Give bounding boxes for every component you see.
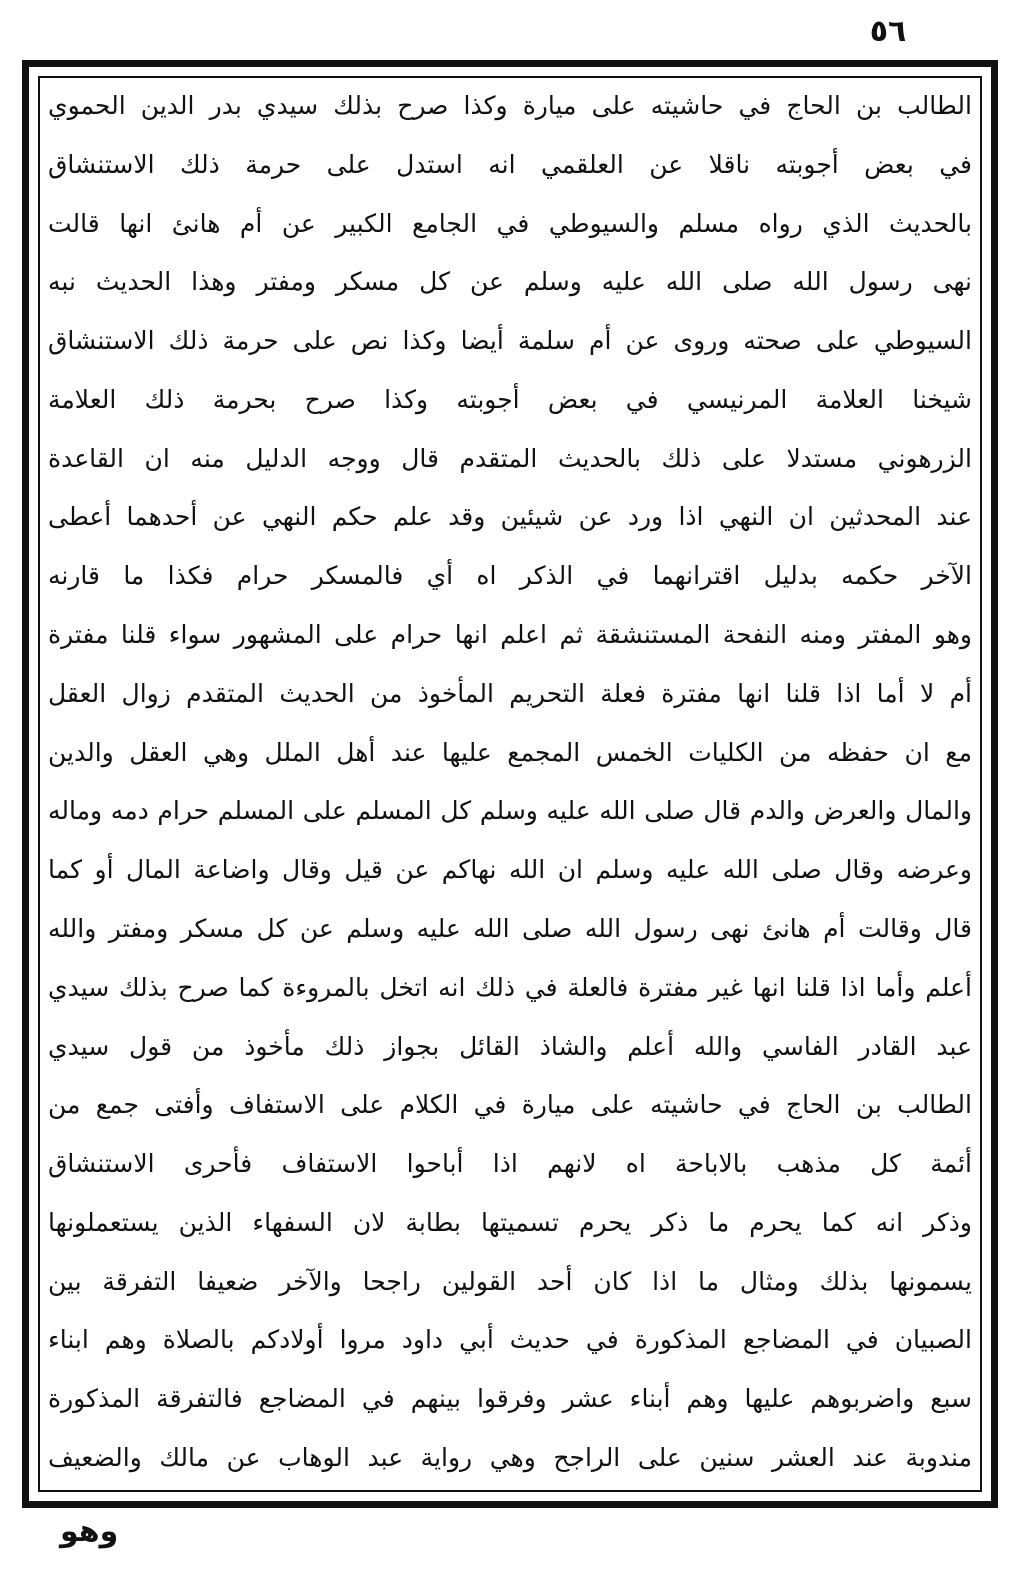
text-line-14: وعرضه وقال صلى الله عليه وسلم ان الله نهاكم عن قيل وقال واضاعة المال أو كما — [48, 855, 972, 885]
text-line-7: الزرهوني مستدلا على ذلك بالحديث المتقدم قال ووجه الدليل منه ان القاعدة — [48, 443, 972, 473]
text-line-10: وهو المفتر ومنه النفحة المستنشقة ثم اعلم انها حرام على المشهور سواء قلنا مفترة — [48, 620, 972, 650]
text-line-19: أئمة كل مذهب بالاباحة اه لانهم اذا أباحوا الاستفاف فأحرى الاستنشاق — [48, 1149, 972, 1179]
text-line-11: أم لا أما اذا قلنا انها مفترة فعلة التحريم المأخوذ من الحديث المتقدم زوال العقل — [48, 678, 972, 708]
text-line-16: أعلم وأما اذا قلنا انها غير مفترة فالعلة في ذلك انه اتخل بالمروءة كما صرح بذلك سيدي — [48, 972, 972, 1002]
text-line-1: الطالب بن الحاج في حاشيته على ميارة وكذا صرح بذلك سيدي بدر الدين الحموي — [48, 91, 972, 120]
text-line-24: مندوبة عند العشر سنين على الراجح وهي رواية عبد الوهاب عن مالك والضعيف — [48, 1442, 972, 1472]
page-number: ٥٦ — [869, 14, 907, 49]
text-line-8: عند المحدثين ان النهي اذا ورد عن شيئين وقد علم حكم النهي عن أحدهما أعطى — [48, 502, 972, 532]
catchword: وهو — [60, 1514, 119, 1549]
text-line-6: شيخنا العلامة المرنيسي في بعض أجوبته وكذا صرح بحرمة ذلك العلامة — [48, 384, 972, 414]
text-line-15: قال وقالت أم هانئ نهى رسول الله صلى الله عليه وسلم عن كل مسكر ومفتر والله — [48, 913, 972, 943]
text-line-18: الطالب بن الحاج في حاشيته على ميارة في الكلام على الاستفاف وأفتى جمع من — [48, 1090, 972, 1120]
text-line-4: نهى رسول الله صلى الله عليه وسلم عن كل مسكر ومفتر وهذا الحديث نبه — [48, 267, 972, 297]
text-line-9: الآخر حكمه بدليل اقترانهما في الذكر اه أي فالمسكر حرام فكذا ما قارنه — [48, 561, 972, 591]
text-line-2: في بعض أجوبته ناقلا عن العلقمي انه استدل على حرمة ذلك الاستنشاق — [48, 149, 972, 179]
text-line-17: عبد القادر الفاسي والله أعلم والشاذ القائل بجواز ذلك مأخوذ من قول سيدي — [48, 1031, 972, 1061]
text-line-21: يسمونها بذلك ومثال ما اذا كان أحد القولين راجحا والآخر ضعيفا التفرقة بين — [48, 1266, 972, 1296]
text-line-20: وذكر انه كما يحرم ما ذكر يحرم تسميتها بطابة لان السفهاء الذين يستعملونها — [48, 1207, 972, 1237]
text-line-5: السيوطي على صحته وروى عن أم سلمة أيضا وكذا نص على حرمة ذلك الاستنشاق — [48, 326, 972, 356]
text-line-12: مع ان حفظه من الكليات الخمس المجمع عليها عند أهل الملل وهي العقل والدين — [48, 737, 972, 767]
text-line-13: والمال والعرض والدم قال صلى الله عليه وسلم كل المسلم على المسلم حرام دمه وماله — [48, 796, 972, 826]
text-line-22: الصبيان في المضاجع المذكورة في حديث أبي داود مروا أولادكم بالصلاة وهم ابناء — [48, 1325, 972, 1355]
text-line-3: بالحديث الذي رواه مسلم والسيوطي في الجامع الكبير عن أم هانئ انها قالت — [48, 208, 972, 238]
text-block — [44, 82, 976, 1486]
text-line-23: سبع واضربوهم عليها وهم أبناء عشر وفرقوا بينهم في المضاجع فالتفرقة المذكورة — [48, 1384, 972, 1414]
